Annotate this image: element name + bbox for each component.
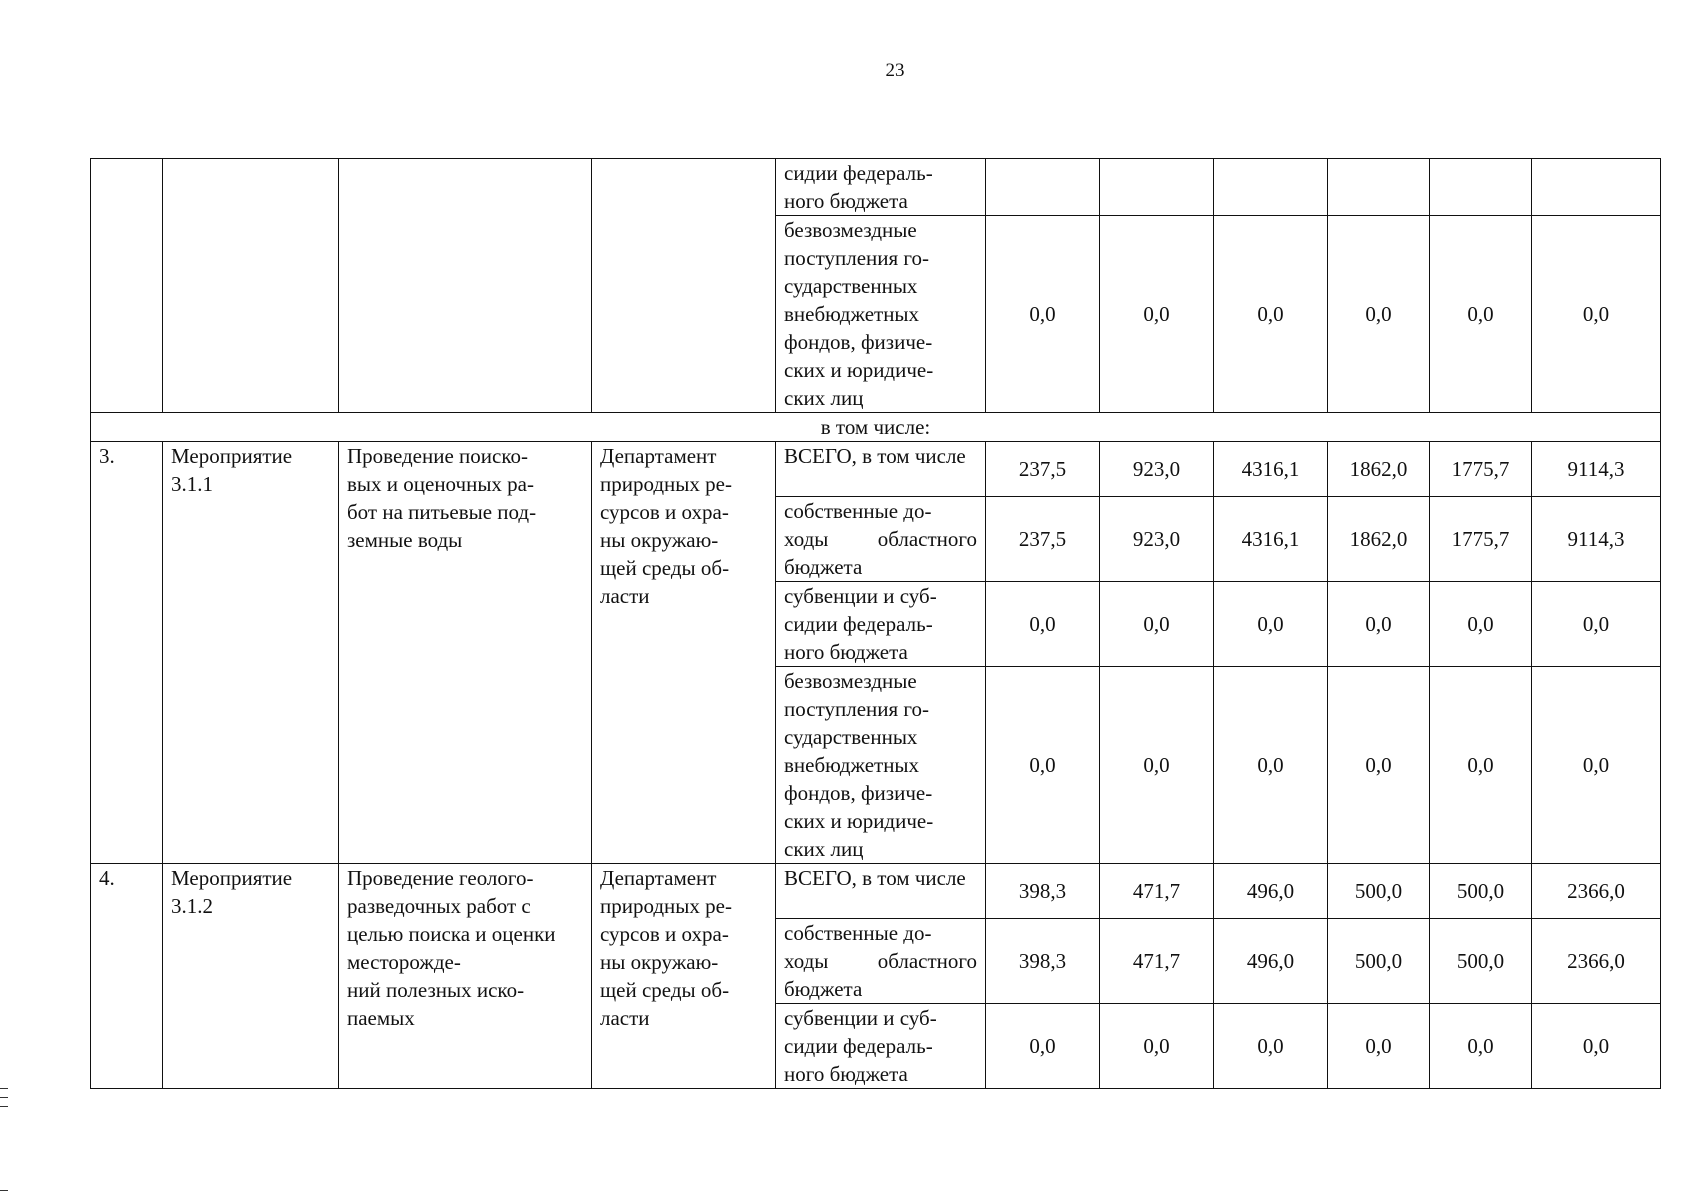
measure-name: Мероприятие 3.1.2 [163,864,339,1089]
value-cell [1532,159,1661,216]
value-cell: 496,0 [1214,864,1328,919]
binding-margin-mark [0,1190,8,1191]
value-cell: 0,0 [1328,1004,1430,1089]
budget-table [90,158,1661,1089]
value-cell: 2366,0 [1532,919,1661,1004]
value-cell: 237,5 [986,497,1100,582]
measure-name: Мероприятие 3.1.1 [163,442,339,864]
value-cell: 0,0 [1430,216,1532,413]
value-cell: 1775,7 [1430,497,1532,582]
funding-source: собственные до- ходы областного бюджета [776,497,986,582]
measure-index: 4. [91,864,163,1089]
value-cell: 0,0 [986,582,1100,667]
value-cell: 0,0 [1100,667,1214,864]
page-number: 23 [885,60,905,81]
funding-source: сидии федераль- ного бюджета [776,159,986,216]
binding-margin-mark [0,1106,8,1107]
value-cell: 1862,0 [1328,442,1430,497]
value-cell: 0,0 [986,1004,1100,1089]
value-cell: 9114,3 [1532,442,1661,497]
value-cell: 237,5 [986,442,1100,497]
name-cell [163,159,339,413]
funding-source: собственные до- ходы областного бюджета [776,919,986,1004]
value-cell [1430,159,1532,216]
funding-source: безвозмездные поступления го- сударственных внебюджетных фондов, физиче- ских и юридиче- ских лиц [776,216,986,413]
value-cell: 398,3 [986,864,1100,919]
value-cell: 0,0 [1430,582,1532,667]
value-cell: 0,0 [1214,667,1328,864]
funding-source: ВСЕГО, в том числе [776,442,986,497]
measure-department: Департамент природных ре- сурсов и охра- ны окружаю- щей среды об- ласти [592,442,776,864]
value-cell: 0,0 [1532,582,1661,667]
value-cell: 0,0 [1430,667,1532,864]
measure-row [91,864,1661,919]
value-cell: 471,7 [1100,919,1214,1004]
value-cell: 1775,7 [1430,442,1532,497]
value-cell: 0,0 [1328,667,1430,864]
value-cell: 0,0 [1214,582,1328,667]
value-cell: 0,0 [1328,582,1430,667]
subtotal-row [91,413,1661,442]
value-cell: 0,0 [1100,582,1214,667]
value-cell: 0,0 [1214,216,1328,413]
value-cell: 0,0 [1532,1004,1661,1089]
value-cell: 500,0 [1430,919,1532,1004]
funding-source: безвозмездные поступления го- сударственных внебюджетных фондов, физиче- ских и юридиче- ских лиц [776,667,986,864]
measure-row [91,442,1661,497]
subtotal-label: в том числе: [91,413,1661,442]
value-cell: 9114,3 [1532,497,1661,582]
value-cell: 500,0 [1328,919,1430,1004]
value-cell: 500,0 [1430,864,1532,919]
measure-index: 3. [91,442,163,864]
value-cell: 0,0 [1100,216,1214,413]
value-cell: 496,0 [1214,919,1328,1004]
index-cell [91,159,163,413]
value-cell [1328,159,1430,216]
carry-row [91,159,1661,216]
value-cell [986,159,1100,216]
funding-source: субвенции и суб- сидии федераль- ного бюджета [776,582,986,667]
value-cell: 0,0 [1532,667,1661,864]
description-cell [339,159,592,413]
value-cell: 923,0 [1100,497,1214,582]
value-cell: 471,7 [1100,864,1214,919]
measure-description: Проведение геолого- разведочных работ с целью поиска и оценки месторожде- ний полезных иско- паемых [339,864,592,1089]
value-cell: 4316,1 [1214,442,1328,497]
value-cell [1100,159,1214,216]
value-cell: 0,0 [1214,1004,1328,1089]
value-cell: 0,0 [1532,216,1661,413]
value-cell: 4316,1 [1214,497,1328,582]
measure-department: Департамент природных ре- сурсов и охра- ны окружаю- щей среды об- ласти [592,864,776,1089]
value-cell: 1862,0 [1328,497,1430,582]
binding-margin-mark [0,1097,8,1098]
value-cell: 500,0 [1328,864,1430,919]
funding-source: ВСЕГО, в том числе [776,864,986,919]
funding-source: субвенции и суб- сидии федераль- ного бюджета [776,1004,986,1089]
value-cell: 2366,0 [1532,864,1661,919]
binding-margin-mark [0,1088,8,1089]
value-cell: 0,0 [986,216,1100,413]
value-cell: 923,0 [1100,442,1214,497]
value-cell [1214,159,1328,216]
value-cell: 0,0 [1100,1004,1214,1089]
value-cell: 398,3 [986,919,1100,1004]
value-cell: 0,0 [1328,216,1430,413]
value-cell: 0,0 [986,667,1100,864]
department-cell [592,159,776,413]
measure-description: Проведение поиско- вых и оценочных ра- бот на питьевые под- земные воды [339,442,592,864]
value-cell: 0,0 [1430,1004,1532,1089]
